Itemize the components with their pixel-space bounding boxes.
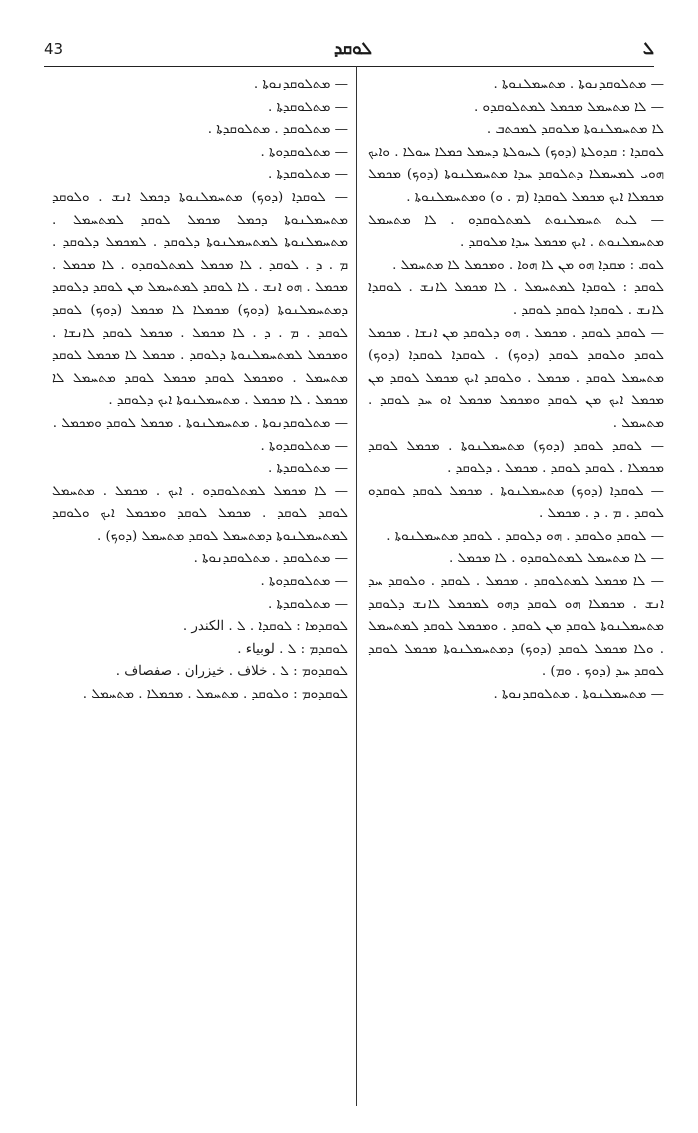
left-entry-12: — ܡܬܠܘܩܕܘܬܐ . (260, 574, 348, 590)
column-divider (356, 66, 357, 1106)
right-entry-3: ܠܐ ܡܬܚܡܠܢܘܬܐ ܡܠܘܩܕ ܠܡܟܬܒ . (486, 122, 664, 138)
running-title: ܠܘܩܕ (334, 39, 373, 59)
left-entry-4: — ܡܬܠܘܩܕܘܬܐ . (260, 144, 348, 160)
corner-letter: ܠ (642, 39, 654, 59)
left-entry-2: — ܡܬܠܘܩܕܬܐ . (268, 99, 348, 115)
right-entry-12: — ܠܐ ܡܬܚܡܠ ܠܡܬܠܘܩܕܘ . ܠܐ ܡܟܡܠ . (449, 551, 664, 567)
page-header (44, 36, 654, 62)
left-entry-11: — ܡܬܠܘܩܕ . ܡܬܠܘܩܕܢܘܬܐ . (193, 551, 348, 567)
right-column (368, 74, 664, 707)
page-number: 43 (44, 40, 64, 58)
left-entry-3: — ܡܬܠܘܩܕ . ܡܬܠܘܩܕܬܐ . (207, 122, 348, 138)
left-entry-13: — ܡܬܠܘܩܕܬܐ . (268, 596, 348, 612)
right-entry-4: ܠܘܩܕܐ : ܩܕܘܠܬܐ (ܕܘܟ) ܠܚܘܠܬܐ ܕܚܡܠ ܟܡܠܐ ܚܘܠܐ . ܘܐܝܟ ܗܘܝ ܠܡܚܡܠܐ ܕܬܠܘܩܕ ܚܕܐ ܡܬܚܡܠܢܘܬܐ (ܕܘܟ) ܡܟܡܠ ܡܟܡܠܐ ܐܝܟ ܡܟܡܠ ܠܘܩܕܐ (ܡ . ܘ) ܘܡܬܚܡܠܢܘܬܐ . (368, 144, 664, 205)
left-entry-9: — ܡܬܠܘܩܕܬܐ . (268, 461, 348, 477)
right-entry-9: — ܠܘܩܕ ܠܘܩܕ (ܕܘܟ) ܡܬܚܡܠܢܘܬܐ . ܡܟܡܠ ܠܘܩܕ ܡܟܡܠܐ . ܠܘܩܕ ܠܘܩܕ . ܡܟܡܠ . ܕܠܘܩܕ . (368, 438, 664, 477)
right-entry-11: — ܠܘܩܕ ܘܠܘܩܕ . ܗܘ ܕܠܘܩܕ . ܠܘܩܕ ܡܬܚܡܠܢܘܬܐ . (386, 528, 664, 544)
left-entry-16: ܠܘܩܕܘܡ : ܠ . خلاف . خيزران . صفصاف . (115, 664, 348, 680)
left-entry-8: — ܡܬܠܘܩܕܘܬܐ . (260, 438, 348, 454)
left-entry-15: ܠܘܩܕܡ : ܠ . لوبياء . (237, 641, 348, 657)
left-entry-1: — ܡܬܠܘܩܕܢܘܬܐ . (253, 77, 348, 92)
right-entry-13: — ܠܐ ܡܟܡܠ ܠܡܬܠܘܩܕ . ܡܟܡܠ . ܠܘܩܕ . ܘܠܘܩܕ ܚܕ ܐܢܫ . ܡܟܡܠܐ ܗܘ ܠܘܩܕ ܕܗܘ ܠܡܟܡܠ ܠܐܢܫ ܕܠܘܩܕ ܡܬܚܡܠܢܘܬܐ ܠܘܩܕ ܡܢ ܠܘܩܕ . ܘܡܟܡܠ ܠܘܩܕ ܠܡܬܚܡܠ . ܘܠܐ ܡܟܡܠ ܠܘܩܕ (ܕܘܟ) ܕܡܬܚܡܠܢܘܬܐ ܡܟܡܠ ܠܘܩܕ ܠܘܩܕ ܚܕ (ܕܘܟ . ܘܡ) . (368, 574, 664, 680)
left-entry-7: — ܡܬܠܘܩܕܢܘܬܐ . ܡܬܚܡܠܢܘܬܐ . ܡܟܡܠ ܠܘܩܕ ܘܡܟܡܠ . (52, 415, 348, 431)
right-entry-6: ܠܘܩ : ܡܩܕܐ ܗܘ ܡܢ ܠܐ ܗܘܐ . ܘܡܟܡܠ ܠܐ ܡܬܚܡܠ . (392, 257, 664, 273)
left-entry-5: — ܡܬܠܘܩܕܬܐ . (268, 167, 348, 183)
right-entry-7: ܠܘܩܕ : ܠܘܩܕܐ ܠܡܬܚܡܠ . ܠܐ ܡܟܡܠ ܠܐܢܫ . ܠܘܩܕܐ ܠܐܢܫ . ܠܘܩܕܐ ܠܘܩܕ ܠܘܩܕ . (368, 280, 664, 318)
left-entry-10: — ܠܐ ܡܟܡܠ ܠܡܬܠܘܩܕܘ . ܐܝܟ . ܡܟܡܠ . ܡܬܚܡܠ ܠܘܩܕ ܠܘܩܕ . ܡܟܡܠ ܠܘܩܕ ܘܡܟܡܠ ܐܝܟ ܘܠܘܩܕ ܠܡܬܚܡܠܢܘܬܐ ܕܡܬܚܡܠ ܠܘܩܕ ܡܬܚܡܠ (ܕܘܟ) . (52, 483, 348, 544)
right-entry-8: — ܠܘܩܕ ܠܘܩܕ . ܡܟܡܠ . ܗܘ ܕܠܘܩܕ ܡܢ ܐܢܫܐ . ܡܟܡܠ ܠܘܩܕ ܘܠܘܩܕ ܠܘܩܕ (ܕܘܟ) . ܠܘܩܕܐ ܠܘܩܕܐ (ܕܘܟ) ܡܬܚܡܠ ܠܘܩܕ . ܡܟܡܠ . ܘܠܘܩܕ ܐܝܟ ܡܟܡܠ ܠܘܩܕ ܡܢ ܡܟܡܠ ܐܝܟ ܡܢ ܠܘܩܕ ܘܡܟܡܠ ܡܟܡܠ ܐܘ ܚܕ ܠܘܩܕ . ܡܬܚܡܠ . (368, 325, 664, 431)
left-entry-14: ܠܘܩܕܡܐ : ܠܘܩܕܐ . ܠ . الكندر . (182, 619, 348, 635)
left-column (52, 74, 348, 707)
right-entry-1: — ܡܬܠܘܩܕܢܘܬܐ . ܡܬܚܡܠܢܘܬܐ . (493, 77, 664, 92)
header-rule (44, 66, 654, 67)
right-entry-2: — ܠܐ ܡܬܚܡܠ ܡܟܡܠ ܠܡܬܠܘܩܕܘ . (474, 99, 664, 115)
right-entry-14: — ܡܬܚܡܠܢܘܬܐ . ܡܬܠܘܩܕܢܘܬܐ . (493, 687, 664, 703)
right-entry-10: — ܠܘܩܕܐ (ܕܘܟ) ܡܬܚܡܠܢܘܬܐ . ܡܟܡܠ ܠܘܩܕ ܠܘܩܕܘ ܠܘܩܕ . ܡ . ܕ . ܡܟܡܠ . (368, 483, 664, 522)
left-entry-17: ܠܘܩܕܘܡ : ܘܠܘܩܕ . ܡܬܚܡܠ . ܡܟܡܠܐ . ܡܬܚܡܠ . (82, 687, 348, 703)
left-entry-6: — ܠܘܩܕܐ (ܕܘܟ) ܡܬܚܡܠܢܘܬܐ ܕܟܡܠ ܐܢܫ . ܘܠܘܩܕ ܡܬܚܡܠܢܘܬܐ ܕܟܡܠ ܡܟܡܠ ܠܘܩܕ ܠܡܬܚܡܠ . ܡܬܚܡܠܢܘܬܐ ܠܡܬܚܡܠܢܘܬܐ ܕܠܘܩܕ . ܠܡܟܡܠ ܕܠܘܩܕ . ܡ . ܕ . ܠܘܩܕ . ܠܐ ܡܟܡܠ ܠܡܬܠܘܩܕܘ . ܠܐ ܡܟܡܠ . ܡܟܡܠ . ܗܘ ܐܢܫ . ܠܐ ܠܘܩܕ ܠܡܬܚܡܠ ܡܢ ܠܘܩܕ ܕܠܘܩܕ ܕܡܬܚܡܠܢܘܬܐ (ܕܘܟ) ܡܟܡܠܐ ܠܐ ܡܟܡܠ (ܕܘܟ) ܠܘܩܕ ܠܘܩܕ . ܡ . ܕ . ܠܐ ܡܟܡܠ . ܡܟܡܠ ܠܘܩܕ ܠܐܢܫܐ . ܘܡܟܡܠ ܠܡܬܚܡܠܢܘܬܐ ܕܠܘܩܕ . ܡܟܡܠ ܠܐ ܡܟܡܠ ܠܘܩܕ ܡܬܚܡܠ . ܘܡܟܡܠ ܠܘܩܕ ܡܟܡܠ ܠܘܩܕ ܡܬܚܡܠ ܠܐ ܡܟܡܠ . ܠܐ ܡܟܡܠ . ܡܬܚܡܠܢܘܬܐ ܐܝܟ ܕܠܘܩܕ . (52, 189, 348, 409)
right-entry-5: — ܠܝܬ ܬܚܡܠܢܘܬ ܠܡܬܠܘܩܕܘ . ܠܐ ܡܬܚܡܠ ܡܬܚܡܠܢܘܬ . ܐܝܟ ܡܟܡܠ ܚܕܐ ܡܠܘܩܕ . (368, 212, 664, 251)
